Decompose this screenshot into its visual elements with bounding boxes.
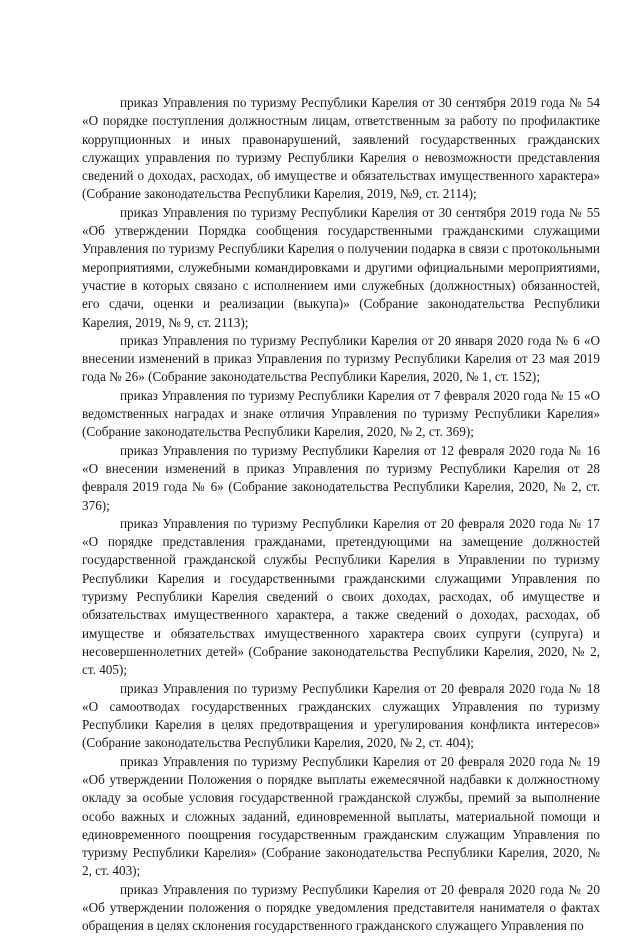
paragraph-order-54: приказ Управления по туризму Республики Карелия от 30 сентября 2019 года № 54 «О порядке поступления должностным лицам, ответственным за работу по профилактике коррупционных и иных правонарушений, заявлений государственных гражданских служащих управления по туризму Республики Карелия о невозможности представления сведений о доходах, расходах, об имуществе и обязательствах имущественного характера» (Собрание законодательства Республики Карелия, 2019, №9, ст. 2114); [82, 95, 600, 202]
paragraph-order-20: приказ Управления по туризму Республики Карелия от 20 февраля 2020 года № 20 «Об утверждении положения о порядке уведомления представителя нанимателя о фактах обращения в целях склонения государственного гражданского служащего Управления по [82, 881, 600, 934]
paragraph-order-17: приказ Управления по туризму Республики Карелия от 20 февраля 2020 года № 17 «О порядке представления гражданами, претендующими на замещение должностей государственной гражданской службы Республики Карелия в Управлении по туризму Республики Карелия и государственными гражданскими служащими Управления по туризму Республики Карелия сведений о своих доходах, расходах, об имуществе и обязательствах имущественного характера, а также сведений о доходах, расходах, об имуществе и обязательствах имущественного характера своих супруги (супруга) и несовершеннолетних детей» (Собрание законодательства Республики Карелия, 2020, № 2, ст. 405); [82, 515, 600, 678]
paragraph-order-15: приказ Управления по туризму Республики Карелия от 7 февраля 2020 года № 15 «О ведомственных наградах и знаке отличия Управления по туризму Республики Карелия» (Собрание законодательства Республики Карелия, 2020, № 2, ст. 369); [82, 387, 600, 440]
paragraph-order-55: приказ Управления по туризму Республики Карелия от 30 сентября 2019 года № 55 «Об утверждении Порядка сообщения государственными гражданскими служащими Управления по туризму Республики Карелия о получении подарка в связи с протокольными мероприятиями, служебными командировками и другими официальными мероприятиями, участие в которых связано с исполнением ими служебных (должностных) обязанностей, его сдачи, оценки и реализации (выкупа)» (Собрание законодательства Республики Карелия, 2019, № 9, ст. 2113); [82, 204, 600, 330]
paragraph-order-19: приказ Управления по туризму Республики Карелия от 20 февраля 2020 года № 19 «Об утверждении Положения о порядке выплаты ежемесячной надбавки к должностному окладу за особые условия государственной гражданской службы, премий за выполнение особо важных и сложных заданий, единовременной выплаты, материальной помощи и единовременного поощрения государственным гражданским служащим Управления по туризму Республики Карелия» (Собрание законодательства Республики Карелия, 2020, № 2, ст. 403); [82, 753, 600, 879]
paragraph-order-6: приказ Управления по туризму Республики Карелия от 20 января 2020 года № 6 «О внесении изменений в приказ Управления по туризму Республики Карелия от 23 мая 2019 года № 26» (Собрание законодательства Республики Карелия, 2020, № 1, ст. 152); [82, 332, 600, 385]
paragraph-order-18: приказ Управления по туризму Республики Карелия от 20 февраля 2020 года № 18 «О самоотводах государственных гражданских служащих Управления по туризму Республики Карелия в целях предотвращения и урегулирования конфликта интересов» (Собрание законодательства Республики Карелия, 2020, № 2, ст. 404); [82, 680, 600, 751]
paragraph-order-16: приказ Управления по туризму Республики Карелия от 12 февраля 2020 года № 16 «О внесении изменений в приказ Управления по туризму Республики Карелия от 28 февраля 2019 года № 6» (Собрание законодательства Республики Карелия, 2020, № 2, ст. 376); [82, 442, 600, 513]
document-body [82, 94, 600, 936]
